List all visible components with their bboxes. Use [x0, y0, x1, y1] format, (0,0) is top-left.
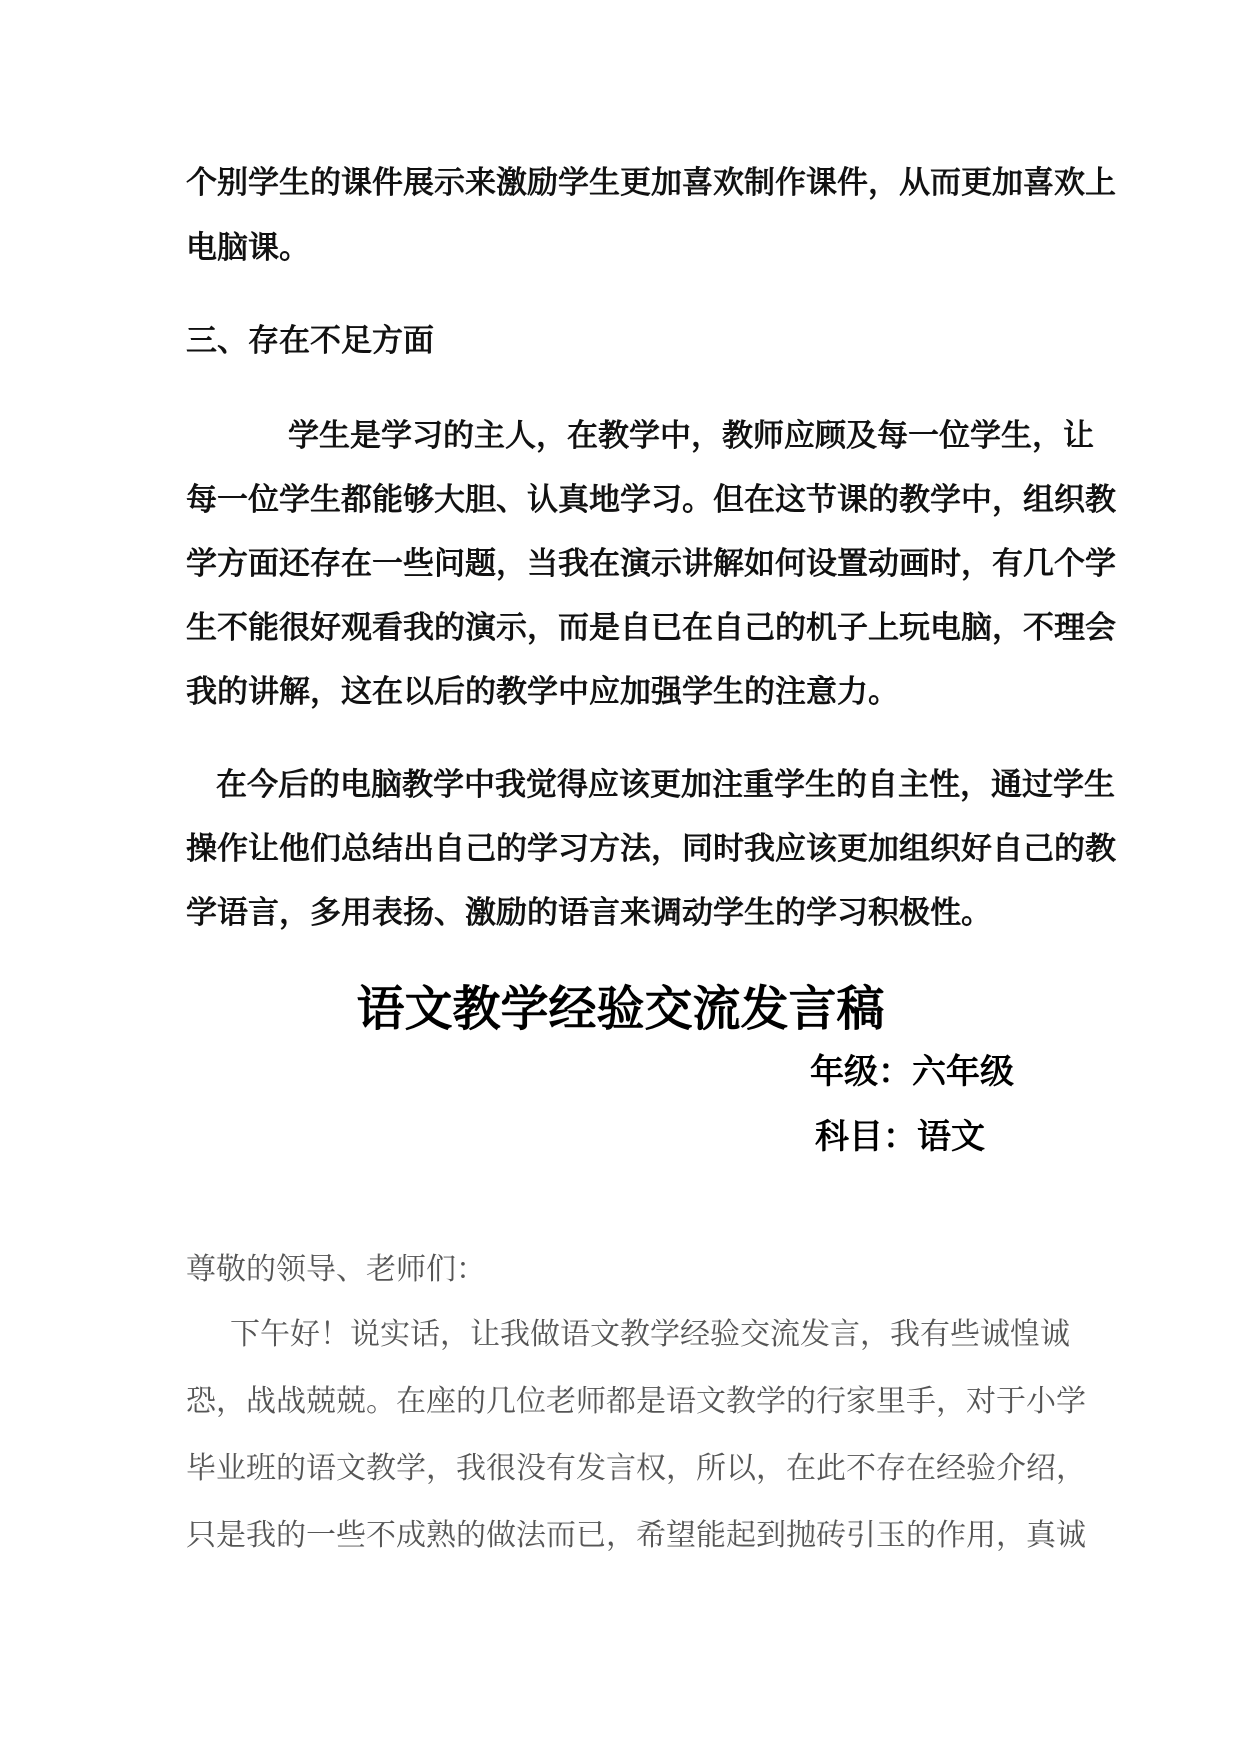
salutation: 尊敬的领导、老师们： [186, 1252, 486, 1287]
paragraph-line: 学方面还存在一些问题，当我在演示讲解如何设置动画时，有几个学 [186, 546, 1116, 582]
paragraph-line: 学生是学习的主人，在教学中，教师应顾及每一位学生，让 [288, 418, 1094, 454]
continuation-line-1: 个别学生的课件展示来激励学生更加喜欢制作课件，从而更加喜欢上 [186, 165, 1116, 201]
paragraph-line: 我的讲解，这在以后的教学中应加强学生的注意力。 [186, 674, 899, 710]
closing-line: 学语言，多用表扬、激励的语言来调动学生的学习积极性。 [186, 895, 992, 931]
speech-line: 下午好！说实话，让我做语文教学经验交流发言，我有些诚惶诚 [230, 1317, 1070, 1352]
continuation-line-2: 电脑课。 [186, 230, 310, 266]
paragraph-line: 每一位学生都能够大胆、认真地学习。但在这节课的教学中，组织教 [186, 482, 1116, 518]
closing-line: 操作让他们总结出自己的学习方法，同时我应该更加组织好自己的教 [186, 831, 1116, 867]
document-title: 语文教学经验交流发言稿 [356, 981, 885, 1037]
grade-label: 年级：六年级 [810, 1052, 1014, 1092]
section-heading: 三、存在不足方面 [186, 323, 434, 359]
closing-line: 在今后的电脑教学中我觉得应该更加注重学生的自主性，通过学生 [216, 767, 1115, 803]
paragraph-line: 生不能很好观看我的演示，而是自已在自己的机子上玩电脑，不理会 [186, 610, 1116, 646]
speech-line: 毕业班的语文教学，我很没有发言权，所以，在此不存在经验介绍， [186, 1451, 1086, 1486]
speech-line: 只是我的一些不成熟的做法而已，希望能起到抛砖引玉的作用，真诚 [186, 1518, 1086, 1553]
speech-line: 恐，战战兢兢。在座的几位老师都是语文教学的行家里手，对于小学 [186, 1384, 1086, 1419]
subject-label: 科目：语文 [815, 1117, 985, 1157]
